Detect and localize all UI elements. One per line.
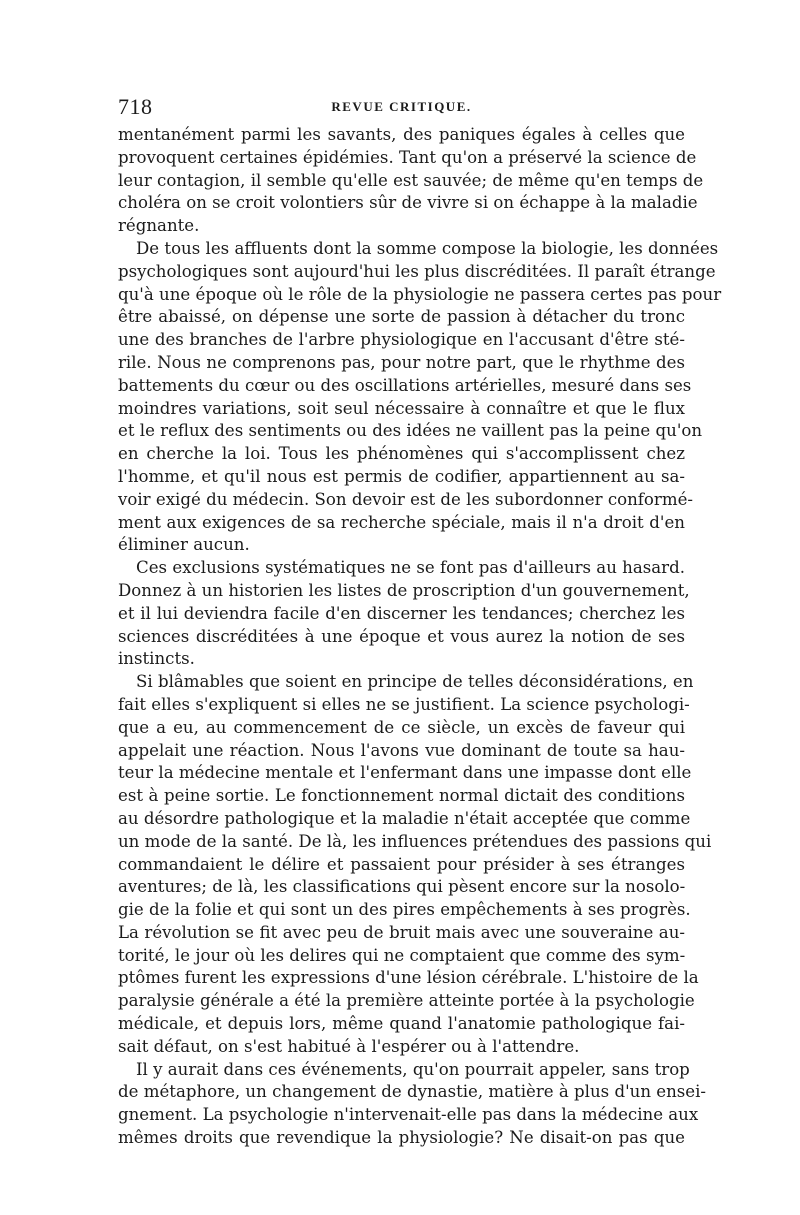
text-line: aventures; de là, les classifications qui pèsent encore sur la nosolo-: [118, 877, 686, 897]
text-line: ment aux exigences de sa recherche spéciale, mais il n'a droit d'en: [118, 512, 685, 532]
text-line: un mode de la santé. De là, les influences prétendues des passions qui: [118, 831, 712, 851]
text-line: voir exigé du médecin. Son devoir est de les subordonner conformé-: [118, 489, 694, 509]
text-line: instincts.: [118, 649, 195, 669]
text-line: médicale, et depuis lors, même quand l'anatomie pathologique fai-: [118, 1014, 685, 1034]
paragraph-start: Il y aurait dans ces événements, qu'on pourrait appeler, sans trop: [136, 1059, 690, 1079]
text-line: en cherche la loi. Tous les phénomènes qui s'accomplissent chez: [118, 444, 685, 464]
text-line: gie de la folie et qui sont un des pires empêchements à ses progrès.: [118, 900, 691, 920]
text-line: commandaient le délire et passaient pour présider à ses étranges: [118, 854, 685, 874]
page: [118, 94, 722, 1150]
text-line: appelait une réaction. Nous l'avons vue dominant de toute sa hau-: [118, 740, 685, 760]
paragraph-start: De tous les affluents dont la somme compose la biologie, les données: [136, 238, 719, 258]
text-line: rile. Nous ne comprenons pas, pour notre part, que le rhythme des: [118, 352, 685, 372]
page-number: 718: [118, 94, 153, 119]
text-line: Donnez à un historien les listes de proscription d'un gouvernement,: [118, 580, 690, 600]
text-line: fait elles s'expliquent si elles ne se justifient. La science psychologi-: [118, 694, 690, 714]
text-line: La révolution se fit avec peu de bruit mais avec une souveraine au-: [118, 922, 685, 942]
text-line: est à peine sortie. Le fonctionnement normal dictait des conditions: [118, 786, 685, 806]
text-line: choléra on se croit volontiers sûr de vivre si on échappe à la maladie: [118, 193, 698, 213]
text-line: mêmes droits que revendique la physiologie? Ne disait-on pas que: [118, 1128, 685, 1148]
running-head: [118, 94, 685, 122]
text-line: mentanément parmi les savants, des paniques égales à celles que: [118, 125, 685, 144]
text-line: provoquent certaines épidémies. Tant qu'on a préservé la science de: [118, 147, 697, 167]
text-line: sciences discréditées à une époque et vous aurez la notion de ses: [118, 626, 685, 646]
text-line: éliminer aucun.: [118, 535, 250, 555]
text-line: une des branches de l'arbre physiologique en l'accusant d'être sté-: [118, 330, 685, 350]
text-line: régnante.: [118, 216, 200, 236]
paragraph-start: Si blâmables que soient en principe de telles déconsidérations, en: [136, 672, 694, 692]
text-line: torité, le jour où les delires qui ne comptaient que comme des sym-: [118, 945, 686, 965]
text-line: au désordre pathologique et la maladie n'était acceptée que comme: [118, 808, 691, 828]
journal-title: REVUE CRITIQUE.: [331, 99, 472, 114]
text-line: battements du cœur ou des oscillations artérielles, mesuré dans ses: [118, 375, 692, 395]
body-text: [118, 124, 722, 1150]
text-line: paralysie générale a été la première atteinte portée à la psychologie: [118, 991, 695, 1011]
text-line: psychologiques sont aujourd'hui les plus discréditées. Il paraît étrange: [118, 261, 716, 281]
text-line: qu'à une époque où le rôle de la physiologie ne passera certes pas pour: [118, 284, 722, 304]
text-line: ptômes furent les expressions d'une lésion cérébrale. L'histoire de la: [118, 968, 699, 988]
text-line: et il lui deviendra facile d'en discerner les tendances; cherchez les: [118, 603, 685, 623]
text-line: que a eu, au commencement de ce siècle, un excès de faveur qui: [118, 717, 685, 737]
text-line: être abaissé, on dépense une sorte de passion à détacher du tronc: [118, 307, 685, 327]
text-line: l'homme, et qu'il nous est permis de codifier, appartiennent au sa-: [118, 466, 685, 486]
text-line: moindres variations, soit seul nécessaire à connaître et que le flux: [118, 398, 685, 418]
paragraph-start: Ces exclusions systématiques ne se font pas d'ailleurs au hasard.: [136, 558, 685, 578]
text-line: leur contagion, il semble qu'elle est sauvée; de même qu'en temps de: [118, 170, 704, 190]
text-line: de métaphore, un changement de dynastie, matière à plus d'un ensei-: [118, 1082, 707, 1102]
text-line: sait défaut, on s'est habitué à l'espérer ou à l'attendre.: [118, 1036, 580, 1056]
text-line: gnement. La psychologie n'intervenait-elle pas dans la médecine aux: [118, 1105, 699, 1125]
text-line: et le reflux des sentiments ou des idées ne vaillent pas la peine qu'on: [118, 421, 703, 441]
text-line: teur la médecine mentale et l'enfermant dans une impasse dont elle: [118, 763, 692, 783]
